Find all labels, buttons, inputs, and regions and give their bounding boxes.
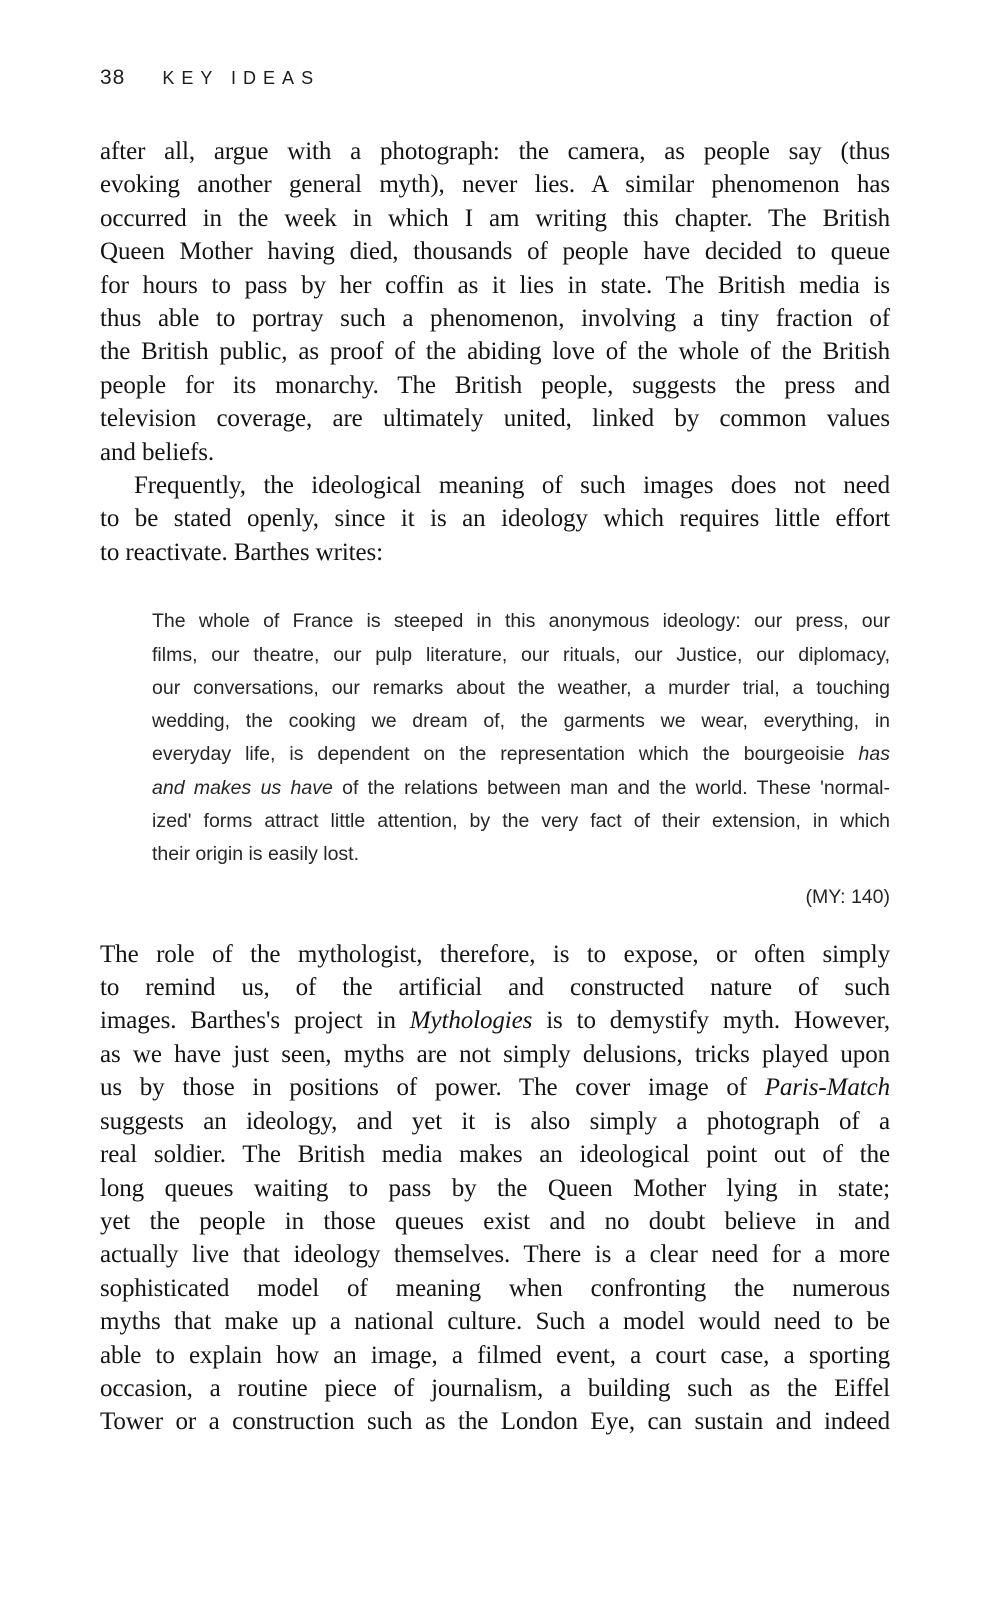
text-run: to remind us, of the artificial and constructed nature of such: [100, 974, 890, 1002]
text-line: [100, 502, 890, 535]
body-paragraph: [100, 938, 890, 1439]
text-run: suggests an ideology, and yet it is also simply a photograph of a: [100, 1107, 890, 1135]
text-line: [100, 536, 890, 569]
quote-line: [152, 805, 890, 838]
text-run: the British public, as proof of the abiding love of the whole of the British: [100, 338, 890, 366]
text-run: films, our theatre, our pulp literature, our rituals, our Justice, our diplomacy,: [152, 643, 890, 666]
text-run: Frequently, the ideological meaning of such images does not need: [134, 472, 890, 500]
text-run: their origin is easily lost.: [152, 843, 359, 866]
quote-line: [152, 738, 890, 771]
text-line: [100, 436, 890, 469]
text-run: occasion, a routine piece of journalism, a building such as the Eiffel: [100, 1374, 890, 1402]
text-run: yet the people in those queues exist and no doubt believe in and: [100, 1207, 890, 1235]
text-line: [100, 135, 890, 168]
italic-text-run: Mythologies: [409, 1007, 533, 1035]
text-line: [100, 1405, 890, 1438]
text-line: [100, 1372, 890, 1405]
text-line: [100, 1238, 890, 1271]
text-run: after all, argue with a photograph: the camera, as people say (thus: [100, 138, 890, 165]
text-line: [100, 938, 890, 971]
text-run: ized' forms attract little attention, by the very fact of their extension, in which: [152, 810, 890, 833]
text-run: as we have just seen, myths are not simply delusions, tricks played upon: [100, 1040, 890, 1068]
text-run: to reactivate. Barthes writes:: [100, 538, 383, 566]
text-line: [100, 1038, 890, 1071]
text-run: for hours to pass by her coffin as it lies in state. The British media is: [100, 271, 890, 299]
block-quote: [152, 605, 890, 871]
body-paragraph: [100, 469, 890, 569]
quote-line: [152, 639, 890, 672]
text-line: [100, 369, 890, 402]
text-run: and beliefs.: [100, 438, 215, 466]
text-run: to be stated openly, since it is an ideology which requires little effort: [100, 505, 890, 533]
text-line: [100, 335, 890, 368]
text-run: able to explain how an image, a filmed event, a court case, a sporting: [100, 1341, 890, 1369]
text-run: is to demystify myth. However,: [532, 1007, 890, 1035]
text-run: real soldier. The British media makes an ideological point out of the: [100, 1141, 890, 1169]
text-run: everyday life, is dependent on the representation which the bourgeoisie: [152, 743, 859, 766]
text-line: [100, 269, 890, 302]
page-body: [100, 135, 890, 1439]
text-run: long queues waiting to pass by the Queen Mother lying in state;: [100, 1174, 890, 1202]
italic-text-run: Paris-Match: [764, 1074, 890, 1102]
text-run: television coverage, are ultimately united, linked by common values: [100, 405, 890, 433]
quote-line: [152, 705, 890, 738]
text-run: The whole of France is steeped in this anonymous ideology: our press, our: [152, 610, 890, 633]
text-line: [100, 1205, 890, 1238]
text-line: [100, 202, 890, 235]
text-run: actually live that ideology themselves. There is a clear need for a more: [100, 1241, 890, 1269]
italic-text-run: and makes us have: [152, 776, 333, 799]
text-run: evoking another general myth), never lies. A similar phenomenon has: [100, 171, 890, 199]
text-run: us by those in positions of power. The cover image of: [100, 1074, 765, 1102]
quote-line: [152, 772, 890, 805]
text-run: occurred in the week in which I am writing this chapter. The British: [100, 204, 890, 232]
quote-line: [152, 672, 890, 705]
text-run: of the relations between man and the world. These 'normal-: [332, 776, 890, 799]
running-header: [100, 66, 890, 90]
text-run: our conversations, our remarks about the weather, a murder trial, a touching: [152, 676, 890, 699]
italic-text-run: has: [858, 743, 890, 766]
text-line: [100, 469, 890, 502]
text-line: [100, 1305, 890, 1338]
text-line: [100, 168, 890, 201]
text-line: [100, 235, 890, 268]
text-run: images. Barthes's project in: [100, 1007, 410, 1035]
quote-line: [152, 838, 890, 871]
text-run: sophisticated model of meaning when confronting the numerous: [100, 1274, 890, 1302]
text-run: Queen Mother having died, thousands of people have decided to queue: [100, 238, 890, 266]
text-line: [100, 1339, 890, 1372]
text-run: The role of the mythologist, therefore, is to expose, or often simply: [100, 940, 890, 968]
text-line: [100, 1272, 890, 1305]
text-run: wedding, the cooking we dream of, the garments we wear, everything, in: [152, 710, 890, 733]
text-line: [100, 971, 890, 1004]
text-line: [100, 1071, 890, 1104]
text-line: [100, 1138, 890, 1171]
page-number: 38: [100, 66, 126, 89]
body-paragraph: [100, 135, 890, 469]
text-line: [100, 1004, 890, 1037]
text-run: thus able to portray such a phenomenon, involving a tiny fraction of: [100, 305, 890, 333]
text-run: myths that make up a national culture. Such a model would need to be: [100, 1308, 890, 1336]
text-line: [100, 1105, 890, 1138]
quote-line: [152, 605, 890, 638]
text-line: [100, 302, 890, 335]
section-title: KEY IDEAS: [162, 68, 321, 88]
quote-citation: (MY: 140): [805, 885, 890, 908]
text-run: people for its monarchy. The British people, suggests the press and: [100, 371, 890, 399]
text-line: [100, 402, 890, 435]
text-run: Tower or a construction such as the London Eye, can sustain and indeed: [100, 1408, 890, 1436]
text-line: [100, 1172, 890, 1205]
